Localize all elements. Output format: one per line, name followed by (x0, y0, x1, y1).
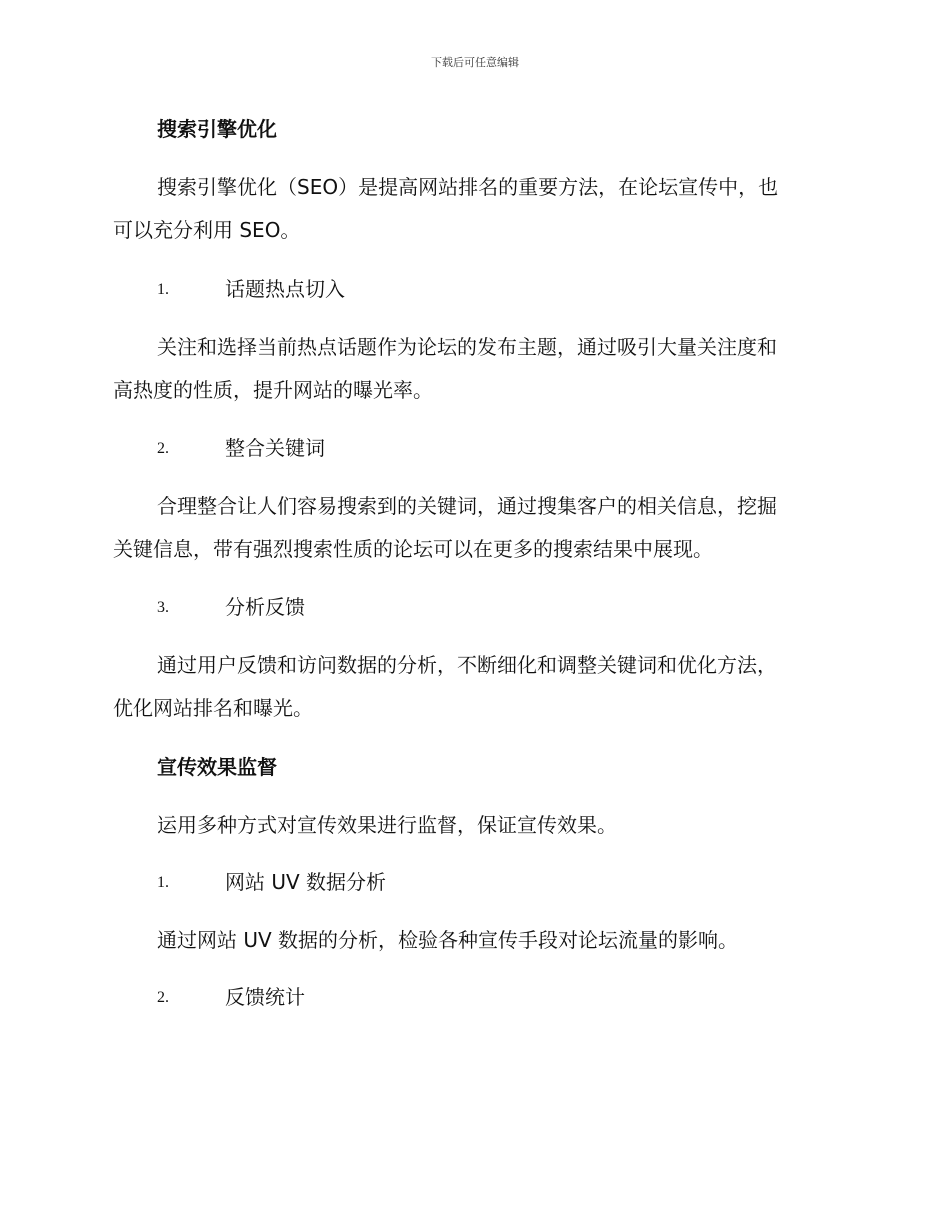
paragraph-line: 高热度的性质，提升网站的曝光率。 (113, 378, 433, 402)
paragraph-line: 合理整合让人们容易搜索到的关键词，通过搜集客户的相关信息，挖掘 (157, 494, 777, 518)
list-number: 2. (157, 440, 169, 457)
list-number: 2. (157, 989, 169, 1006)
paragraph-line: 通过用户反馈和访问数据的分析，不断细化和调整关键词和优化方法， (157, 653, 777, 677)
page-header: 下载后可任意编辑 (431, 56, 519, 69)
list-number: 1. (157, 874, 169, 891)
list-number: 3. (157, 599, 169, 616)
list-item-title: 网站 UV 数据分析 (225, 870, 387, 894)
list-item-title: 话题热点切入 (225, 277, 345, 301)
list-item-title: 分析反馈 (225, 595, 305, 619)
seo-intro-line1: 搜索引擎优化（SEO）是提高网站排名的重要方法，在论坛宣传中，也 (157, 175, 779, 199)
monitor-intro: 运用多种方式对宣传效果进行监督，保证宣传效果。 (157, 813, 617, 837)
seo-intro-line2: 可以充分利用 SEO。 (113, 218, 301, 242)
section-heading-monitor: 宣传效果监督 (157, 755, 277, 779)
paragraph-line: 关注和选择当前热点话题作为论坛的发布主题，通过吸引大量关注度和 (157, 335, 777, 359)
paragraph-line: 关键信息，带有强烈搜索性质的论坛可以在更多的搜索结果中展现。 (113, 537, 713, 561)
list-number: 1. (157, 281, 169, 298)
paragraph-line: 通过网站 UV 数据的分析，检验各种宣传手段对论坛流量的影响。 (157, 928, 739, 952)
list-item-title: 反馈统计 (225, 985, 305, 1009)
paragraph-line: 优化网站排名和曝光。 (113, 696, 313, 720)
list-item-title: 整合关键词 (225, 436, 325, 460)
section-heading-seo: 搜索引擎优化 (157, 117, 277, 141)
